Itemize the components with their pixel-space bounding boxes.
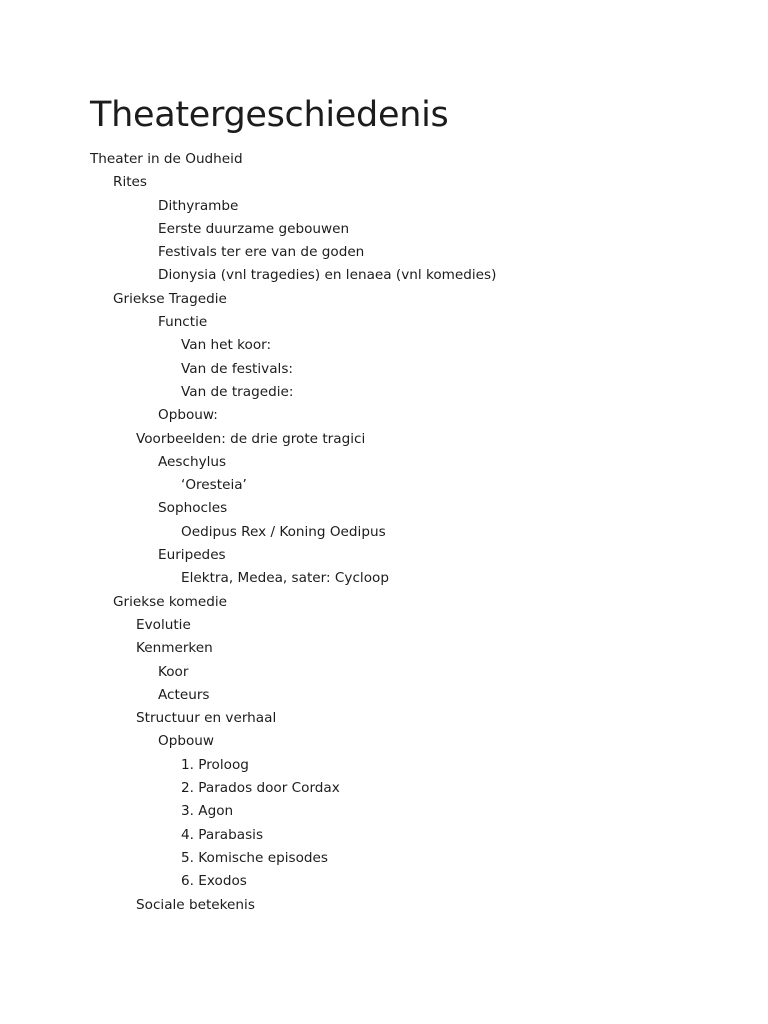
outline-item: Kenmerken (136, 640, 213, 657)
outline-item: Sophocles (158, 500, 228, 517)
outline-item: 2. Parados door Cordax (181, 780, 340, 797)
outline-item: Van het koor: (181, 337, 272, 354)
outline-item: Festivals ter ere van de goden (158, 244, 365, 261)
outline-item: Rites (113, 174, 147, 191)
outline-item: Opbouw: (158, 407, 218, 424)
outline-item: 6. Exodos (181, 873, 247, 890)
outline-item: Oedipus Rex / Koning Oedipus (181, 523, 386, 540)
outline-item: Functie (158, 314, 208, 331)
outline-item: Voorbeelden: de drie grote tragici (136, 430, 366, 447)
outline-item: Van de festivals: (181, 360, 293, 377)
outline-item: Eerste duurzame gebouwen (158, 220, 350, 237)
outline-item: 5. Komische episodes (181, 849, 328, 866)
outline-item: Euripedes (158, 547, 226, 564)
outline-item: Acteurs (158, 686, 210, 703)
outline-item: Structuur en verhaal (136, 710, 277, 727)
outline-item: Griekse Tragedie (113, 290, 227, 307)
outline-item: Theater in de Oudheid (90, 151, 243, 167)
outline-item: ‘Oresteia’ (181, 477, 247, 494)
outline-item: 4. Parabasis (181, 826, 264, 843)
outline-item: Koor (158, 663, 189, 680)
outline-item: Griekse komedie (113, 593, 227, 610)
outline-item: Van de tragedie: (181, 383, 294, 400)
outline-item: Evolutie (136, 616, 191, 633)
outline-item: 3. Agon (181, 803, 234, 820)
outline-item: Elektra, Medea, sater: Cycloop (181, 570, 389, 587)
outline-item: Opbouw (158, 733, 215, 750)
outline-item: Sociale betekenis (136, 896, 255, 913)
outline-item: 1. Proloog (181, 756, 249, 773)
outline-list (0, 148, 496, 917)
outline-item: Aeschylus (158, 453, 227, 470)
outline-item: Dionysia (vnl tragedies) en lenaea (vnl komedies) (158, 267, 497, 284)
document-title: Theatergeschiedenis (90, 95, 449, 135)
outline-item: Dithyrambe (158, 197, 239, 214)
